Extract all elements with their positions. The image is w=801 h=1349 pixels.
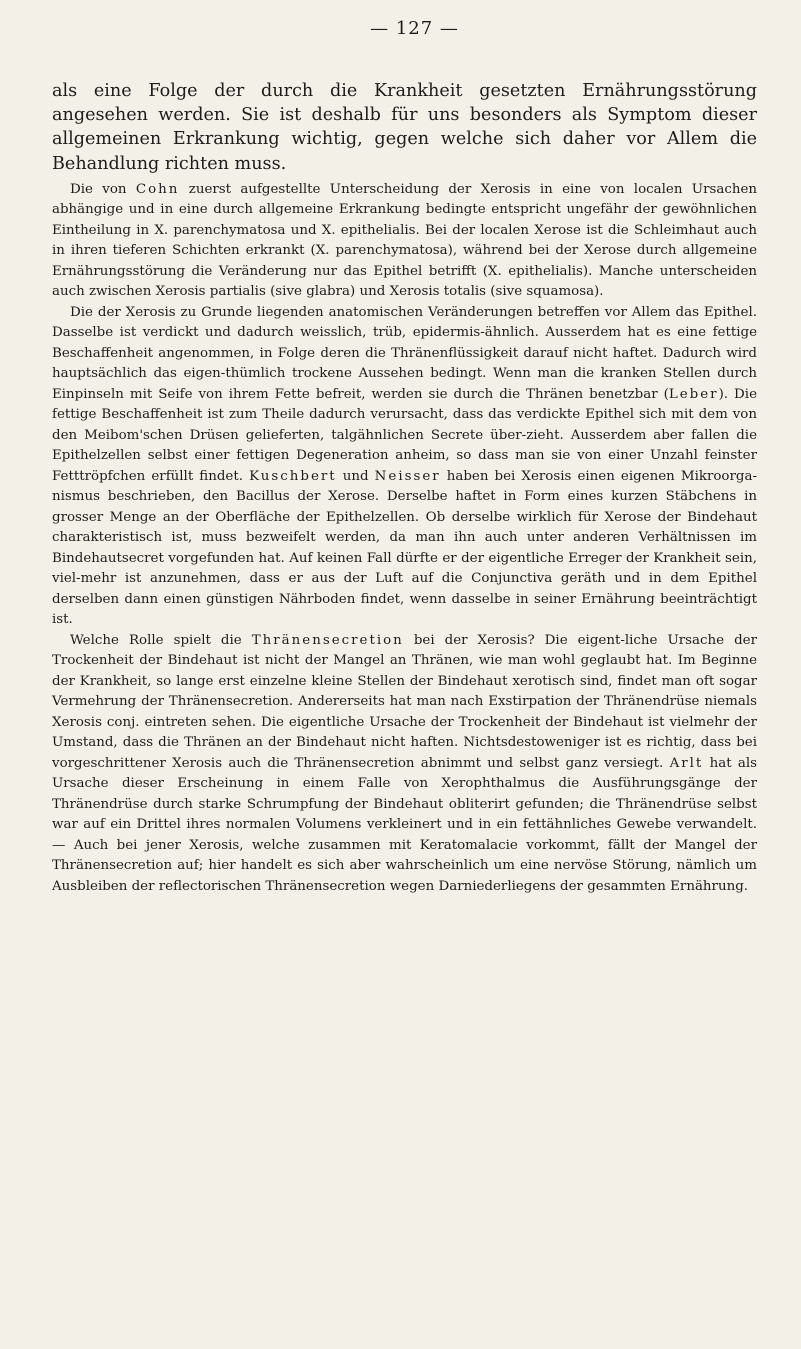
author-name: Arlt <box>669 755 704 771</box>
text-segment: hat als Ursache dieser Erscheinung in einem Falle von Xerophthalmus die Ausführungsgänge der Thränendrüse durch starke Schrumpfung der Bindehaut obliterirt gefunden; die Thränendrüse selbst war auf ein Drittel ihres normalen Volumens verkleinert und in ein fettähnliches Gewebe verwandelt. — Auch bei jener Xerosis, welche zusammen mit Keratomalacie vorkommt, fällt der Mangel der Thränensecretion auf; hier handelt es sich aber wahrscheinlich um eine nervöse Störung, nämlich um Ausbleiben der reflectorischen Thränensecretion wegen Darniederliegens der gesammten Ernährung. <box>52 755 757 894</box>
text-segment: Die der Xerosis zu Grunde liegenden anatomischen Veränderungen betreffen vor Allem das Epithel. Dasselbe ist verdickt und dadurch weisslich, trüb, epidermis-ähnlich. Ausserdem hat es eine fettige Beschaffenheit angenommen, in Folge deren die Thränenflüssigkeit darauf nicht haftet. Dadurch wird hauptsächlich das eigen-thümlich trockene Aussehen bedingt. Wenn man die kranken Stellen durch Einpinseln mit Seife von ihrem Fette befreit, werden sie durch die Thränen benetzbar ( <box>52 304 757 402</box>
author-name: Leber <box>668 386 719 402</box>
text-segment: Die von <box>70 181 136 197</box>
text-segment: und <box>336 468 375 484</box>
paragraph-anatomy <box>52 303 757 631</box>
author-name: Kuschbert <box>249 468 337 484</box>
lead-paragraph: als eine Folge der durch die Krankheit gesetzten Ernährungsstörung angesehen werden. Sie ist deshalb für uns besonders als Symptom dieser allgemeinen Erkrankung wichtig, gegen welche sich daher vor Allem die Behandlung richten muss. <box>52 81 757 174</box>
text-segment: zuerst aufgestellte Unterscheidung der Xerosis in eine von localen Ursachen abhängige und in eine durch allgemeine Erkrankung bedingte entspricht ungefähr der gewöhnlichen Eintheilung in X. parenchymatosa und X. epithelialis. Bei der localen Xerose ist die Schleimhaut auch in ihren tieferen Schichten erkrankt (X. parenchymatosa), während bei der Xerose durch allgemeine Ernährungsstörung die Veränderung nur das Epithel betrifft (X. epithelialis). Manche unterscheiden auch zwischen Xerosis partialis (sive glabra) und Xerosis totalis (sive squamosa). <box>52 181 757 300</box>
text-segment: ). Die fettige Beschaffenheit ist zum Theile dadurch verursacht, dass das verdickte Epithel sich mit dem von den Meibom'schen Drüsen gelieferten, talgähnlichen Secrete über-zieht. Ausserdem aber fallen die Epithelzellen selbst einer fettigen Degeneration anheim, so dass man sie von einer Unzahl feinster Fetttröpfchen erfüllt findet. <box>52 386 757 484</box>
emphasized-term: Thränensecretion <box>251 632 404 648</box>
page-number: — 127 — <box>370 18 459 39</box>
author-name: Neisser <box>374 468 441 484</box>
paragraph-secretion <box>52 631 757 898</box>
text-segment: bei der Xerosis? Die eigent-liche Ursache der Trockenheit der Bindehaut ist nicht der Mangel an Thränen, wie man wohl geglaubt hat. Im Beginne der Krankheit, so lange erst einzelne kleine Stellen der Bindehaut xerotisch sind, findet man oft sogar Vermehrung der Thränensecretion. Andererseits hat man nach Exstirpation der Thränendrüse niemals Xerosis conj. eintreten sehen. Die eigentliche Ursache der Trockenheit der Bindehaut ist vielmehr der Umstand, dass die Thränen an der Bindehaut nicht haften. Nichtsdestoweniger ist es richtig, dass bei vorgeschrittener Xerosis auch die Thränensecretion abnimmt und selbst ganz versiegt. <box>52 632 757 771</box>
text-segment: Welche Rolle spielt die <box>70 632 252 648</box>
text-segment: haben bei Xerosis einen eigenen Mikroorga-nismus beschrieben, den Bacillus der Xerose. Derselbe haftet in Form eines kurzen Stäbchens in grosser Menge an der Oberfläche der Epithelzellen. Ob derselbe wirklich für Xerose der Bindehaut charakteristisch ist, muss bezweifelt werden, da man ihn auch unter anderen Verhältnissen im Bindehautsecret vorgefunden hat. Auf keinen Fall dürfte er der eigentliche Erreger der Krankheit sein, viel-mehr ist anzunehmen, dass er aus der Luft auf die Conjunctiva geräth und in dem Epithel derselben dann einen günstigen Nährboden findet, wenn dasselbe in seiner Ernährung beeinträchtigt ist. <box>52 468 757 628</box>
author-name: Cohn <box>135 181 180 197</box>
paragraph-cohn <box>52 180 757 303</box>
